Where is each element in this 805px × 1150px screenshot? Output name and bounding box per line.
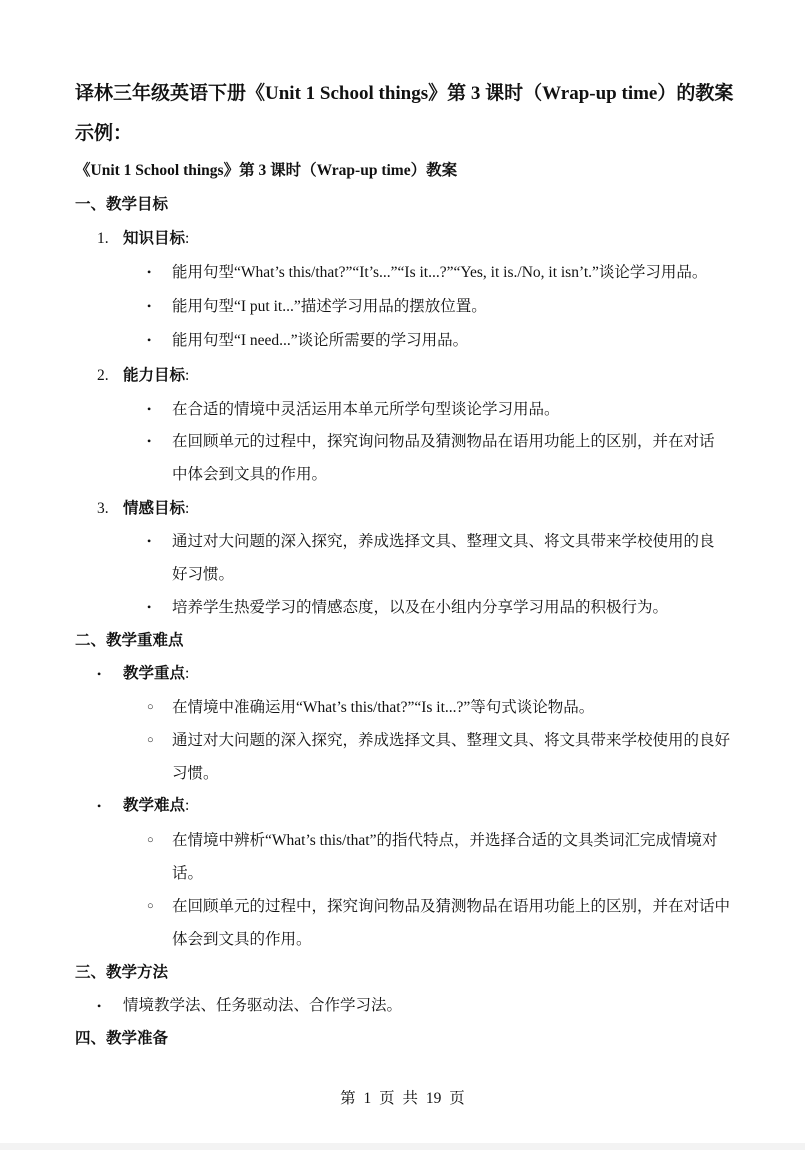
objective-heading-emotion <box>97 492 189 525</box>
objective-heading-knowledge <box>97 222 189 255</box>
objective-label: 情感目标 <box>123 500 186 517</box>
bullet-icon: • <box>147 402 152 416</box>
list-item-text: 能用句型“I need...”谈论所需要的学习用品。 <box>172 332 469 349</box>
section-heading-preparation: 四、教学准备 <box>75 1030 169 1047</box>
section-heading-keypoints: 二、教学重难点 <box>75 632 184 649</box>
page-footer: 第 1 页 共 19 页 <box>340 1090 465 1107</box>
bullet-icon: • <box>147 434 152 448</box>
keypoint-heading-difficulty <box>97 789 189 823</box>
bullet-icon: • <box>147 600 152 614</box>
list-number: 3. <box>97 500 109 517</box>
label-colon: : <box>185 367 190 384</box>
list-item <box>147 724 737 790</box>
keypoint-heading-focus <box>97 657 189 691</box>
list-item <box>147 425 727 491</box>
list-item-text: 能用句型“I put it...”描述学习用品的摆放位置。 <box>172 298 487 315</box>
list-item-text: 在情境中准确运用“What’s this/that?”“Is it...?”等句式谈论物品。 <box>172 699 595 716</box>
list-item-text: 培养学生热爱学习的情感态度，以及在小组内分享学习用品的积极行为。 <box>172 599 669 616</box>
list-item-text: 情境教学法、任务驱动法、合作学习法。 <box>123 997 403 1014</box>
list-item-text: 在情境中辨析“What’s this/that”的指代特点，并选择合适的文具类词汇完成情境对话。 <box>172 832 718 882</box>
section-heading-methods: 三、教学方法 <box>75 964 169 981</box>
list-item <box>147 691 737 724</box>
objective-label: 知识目标 <box>123 230 186 247</box>
list-number: 1. <box>97 230 109 247</box>
bullet-icon: • <box>147 333 152 347</box>
list-item <box>147 324 727 357</box>
keypoint-label: 教学难点 <box>123 797 186 814</box>
circle-bullet-icon: ○ <box>147 834 154 846</box>
list-item-text: 能用句型“What’s this/that?”“It’s...”“Is it...?”“Yes, it is./No, it isn’t.”谈论学习用品。 <box>172 264 708 281</box>
document-title: 译林三年级英语下册《Unit 1 School things》第 3 课时（Wrap-up time）的教案示例： <box>75 83 734 144</box>
list-item <box>147 256 727 289</box>
list-item-text: 通过对大问题的深入探究，养成选择文具、整理文具、将文具带来学校使用的良好习惯。 <box>172 732 731 782</box>
list-item <box>97 989 402 1023</box>
bullet-icon: • <box>97 999 102 1013</box>
keypoint-label: 教学重点 <box>123 665 186 682</box>
list-item <box>147 591 727 624</box>
document-subtitle: 《Unit 1 School things》第 3 课时（Wrap-up time）教案 <box>75 162 458 179</box>
objective-heading-ability <box>97 359 189 392</box>
list-item-text: 在合适的情境中灵活运用本单元所学句型谈论学习用品。 <box>172 401 560 418</box>
section-heading-objectives: 一、教学目标 <box>75 196 169 213</box>
list-item-text: 在回顾单元的过程中，探究询问物品及猜测物品在语用功能上的区别，并在对话中体会到文具的作用。 <box>172 433 715 483</box>
list-item-text: 通过对大问题的深入探究，养成选择文具、整理文具、将文具带来学校使用的良好习惯。 <box>172 533 715 583</box>
list-item <box>147 824 737 890</box>
bullet-icon: • <box>97 667 102 681</box>
bullet-icon: • <box>147 534 152 548</box>
bullet-icon: • <box>97 799 102 813</box>
list-item <box>147 525 727 591</box>
circle-bullet-icon: ○ <box>147 734 154 746</box>
list-item <box>147 890 737 956</box>
list-item-text: 在回顾单元的过程中，探究询问物品及猜测物品在语用功能上的区别，并在对话中体会到文具的作用。 <box>172 898 731 948</box>
label-colon: : <box>185 230 190 247</box>
label-colon: : <box>185 500 190 517</box>
objective-label: 能力目标 <box>123 367 186 384</box>
list-item <box>147 393 727 426</box>
bullet-icon: • <box>147 299 152 313</box>
label-colon: : <box>185 797 190 814</box>
list-item <box>147 290 727 323</box>
circle-bullet-icon: ○ <box>147 900 154 912</box>
list-number: 2. <box>97 367 109 384</box>
circle-bullet-icon: ○ <box>147 701 154 713</box>
bullet-icon: • <box>147 265 152 279</box>
label-colon: : <box>185 665 190 682</box>
